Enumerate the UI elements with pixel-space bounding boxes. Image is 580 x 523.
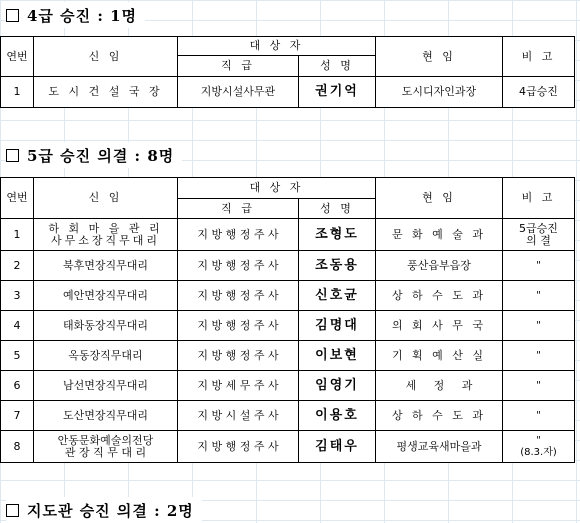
header-no: 연번 bbox=[1, 178, 34, 219]
header-current: 현 임 bbox=[376, 37, 503, 77]
cell-note: " bbox=[503, 311, 575, 341]
cell-rank: 지 방 행 정 주 사 bbox=[178, 431, 299, 463]
cell-note: " bbox=[503, 281, 575, 311]
table-row bbox=[1, 371, 575, 401]
section-1-heading bbox=[6, 2, 145, 28]
cell-current: 풍산읍부읍장 bbox=[376, 251, 503, 281]
table-row bbox=[1, 431, 575, 463]
cell-name: 김태우 bbox=[299, 431, 376, 463]
cell-current: 도시디자인과장 bbox=[376, 77, 503, 108]
checkbox-square-icon bbox=[6, 9, 19, 22]
cell-current: 기 획 예 산 실 bbox=[376, 341, 503, 371]
cell-no: 8 bbox=[1, 431, 34, 463]
cell-rank: 지 방 행 정 주 사 bbox=[178, 311, 299, 341]
cell-rank: 지 방 행 정 주 사 bbox=[178, 219, 299, 251]
header-note: 비 고 bbox=[503, 178, 575, 219]
cell-note: " bbox=[503, 251, 575, 281]
cell-rank: 지 방 행 정 주 사 bbox=[178, 281, 299, 311]
cell-current: 평생교육새마을과 bbox=[376, 431, 503, 463]
cell-new-post: 안동문화예술의전당 관 장 직 무 대 리 bbox=[34, 431, 178, 463]
cell-current: 상 하 수 도 과 bbox=[376, 401, 503, 431]
checkbox-square-icon bbox=[6, 149, 19, 162]
table-row bbox=[1, 219, 575, 251]
cell-current: 세 정 과 bbox=[376, 371, 503, 401]
cell-new-post: 태화동장직무대리 bbox=[34, 311, 178, 341]
cell-note: " (8.3.자) bbox=[503, 431, 575, 463]
section-3-title: 지도관 승진 의결 : 2명 bbox=[27, 501, 194, 520]
cell-current: 상 하 수 도 과 bbox=[376, 281, 503, 311]
cell-new-post: 남선면장직무대리 bbox=[34, 371, 178, 401]
cell-no: 4 bbox=[1, 311, 34, 341]
cell-name: 신호균 bbox=[299, 281, 376, 311]
cell-name: 조형도 bbox=[299, 219, 376, 251]
header-name: 성 명 bbox=[299, 199, 376, 219]
header-current: 현 임 bbox=[376, 178, 503, 219]
cell-current: 문 화 예 술 과 bbox=[376, 219, 503, 251]
cell-no: 7 bbox=[1, 401, 34, 431]
promotion-table-grade4 bbox=[0, 36, 575, 108]
section-1-title: 4급 승진 : 1명 bbox=[27, 6, 138, 25]
cell-new-post: 북후면장직무대리 bbox=[34, 251, 178, 281]
table-row bbox=[1, 251, 575, 281]
cell-no: 1 bbox=[1, 77, 34, 108]
cell-note: 4급승진 bbox=[503, 77, 575, 108]
header-new-post: 신 임 bbox=[34, 178, 178, 219]
section-2-title: 5급 승진 의결 : 8명 bbox=[27, 146, 175, 165]
header-rank: 직 급 bbox=[178, 56, 299, 77]
cell-note: " bbox=[503, 401, 575, 431]
cell-rank: 지 방 세 무 주 사 bbox=[178, 371, 299, 401]
cell-rank: 지 방 시 설 주 사 bbox=[178, 401, 299, 431]
cell-name: 임영기 bbox=[299, 371, 376, 401]
cell-new-post: 옥동장직무대리 bbox=[34, 341, 178, 371]
cell-no: 2 bbox=[1, 251, 34, 281]
header-new-post: 신 임 bbox=[34, 37, 178, 77]
cell-note: 5급승진 의 결 bbox=[503, 219, 575, 251]
cell-new-post: 도 시 건 설 국 장 bbox=[34, 77, 178, 108]
cell-rank: 지방시설사무관 bbox=[178, 77, 299, 108]
header-target: 대 상 자 bbox=[178, 178, 376, 199]
cell-note: " bbox=[503, 371, 575, 401]
cell-name: 조동용 bbox=[299, 251, 376, 281]
checkbox-square-icon bbox=[6, 504, 19, 517]
section-2-heading bbox=[6, 142, 182, 168]
cell-name: 이용호 bbox=[299, 401, 376, 431]
header-rank: 직 급 bbox=[178, 199, 299, 219]
header-target: 대 상 자 bbox=[178, 37, 376, 56]
cell-rank: 지 방 행 정 주 사 bbox=[178, 251, 299, 281]
table-row bbox=[1, 341, 575, 371]
cell-name: 이보현 bbox=[299, 341, 376, 371]
cell-no: 6 bbox=[1, 371, 34, 401]
header-name: 성 명 bbox=[299, 56, 376, 77]
header-no: 연번 bbox=[1, 37, 34, 77]
table-row bbox=[1, 401, 575, 431]
section-3-heading bbox=[6, 497, 202, 523]
cell-no: 5 bbox=[1, 341, 34, 371]
promotion-table-grade5 bbox=[0, 177, 575, 463]
cell-rank: 지 방 행 정 주 사 bbox=[178, 341, 299, 371]
cell-no: 3 bbox=[1, 281, 34, 311]
header-note: 비 고 bbox=[503, 37, 575, 77]
cell-new-post: 도산면장직무대리 bbox=[34, 401, 178, 431]
table-row bbox=[1, 311, 575, 341]
table-row bbox=[1, 77, 575, 108]
table-row bbox=[1, 281, 575, 311]
cell-new-post: 하 회 마 을 관 리 사무소장직무대리 bbox=[34, 219, 178, 251]
cell-name: 김명대 bbox=[299, 311, 376, 341]
cell-note: " bbox=[503, 341, 575, 371]
cell-no: 1 bbox=[1, 219, 34, 251]
cell-current: 의 회 사 무 국 bbox=[376, 311, 503, 341]
cell-new-post: 예안면장직무대리 bbox=[34, 281, 178, 311]
cell-name: 권기억 bbox=[299, 77, 376, 108]
